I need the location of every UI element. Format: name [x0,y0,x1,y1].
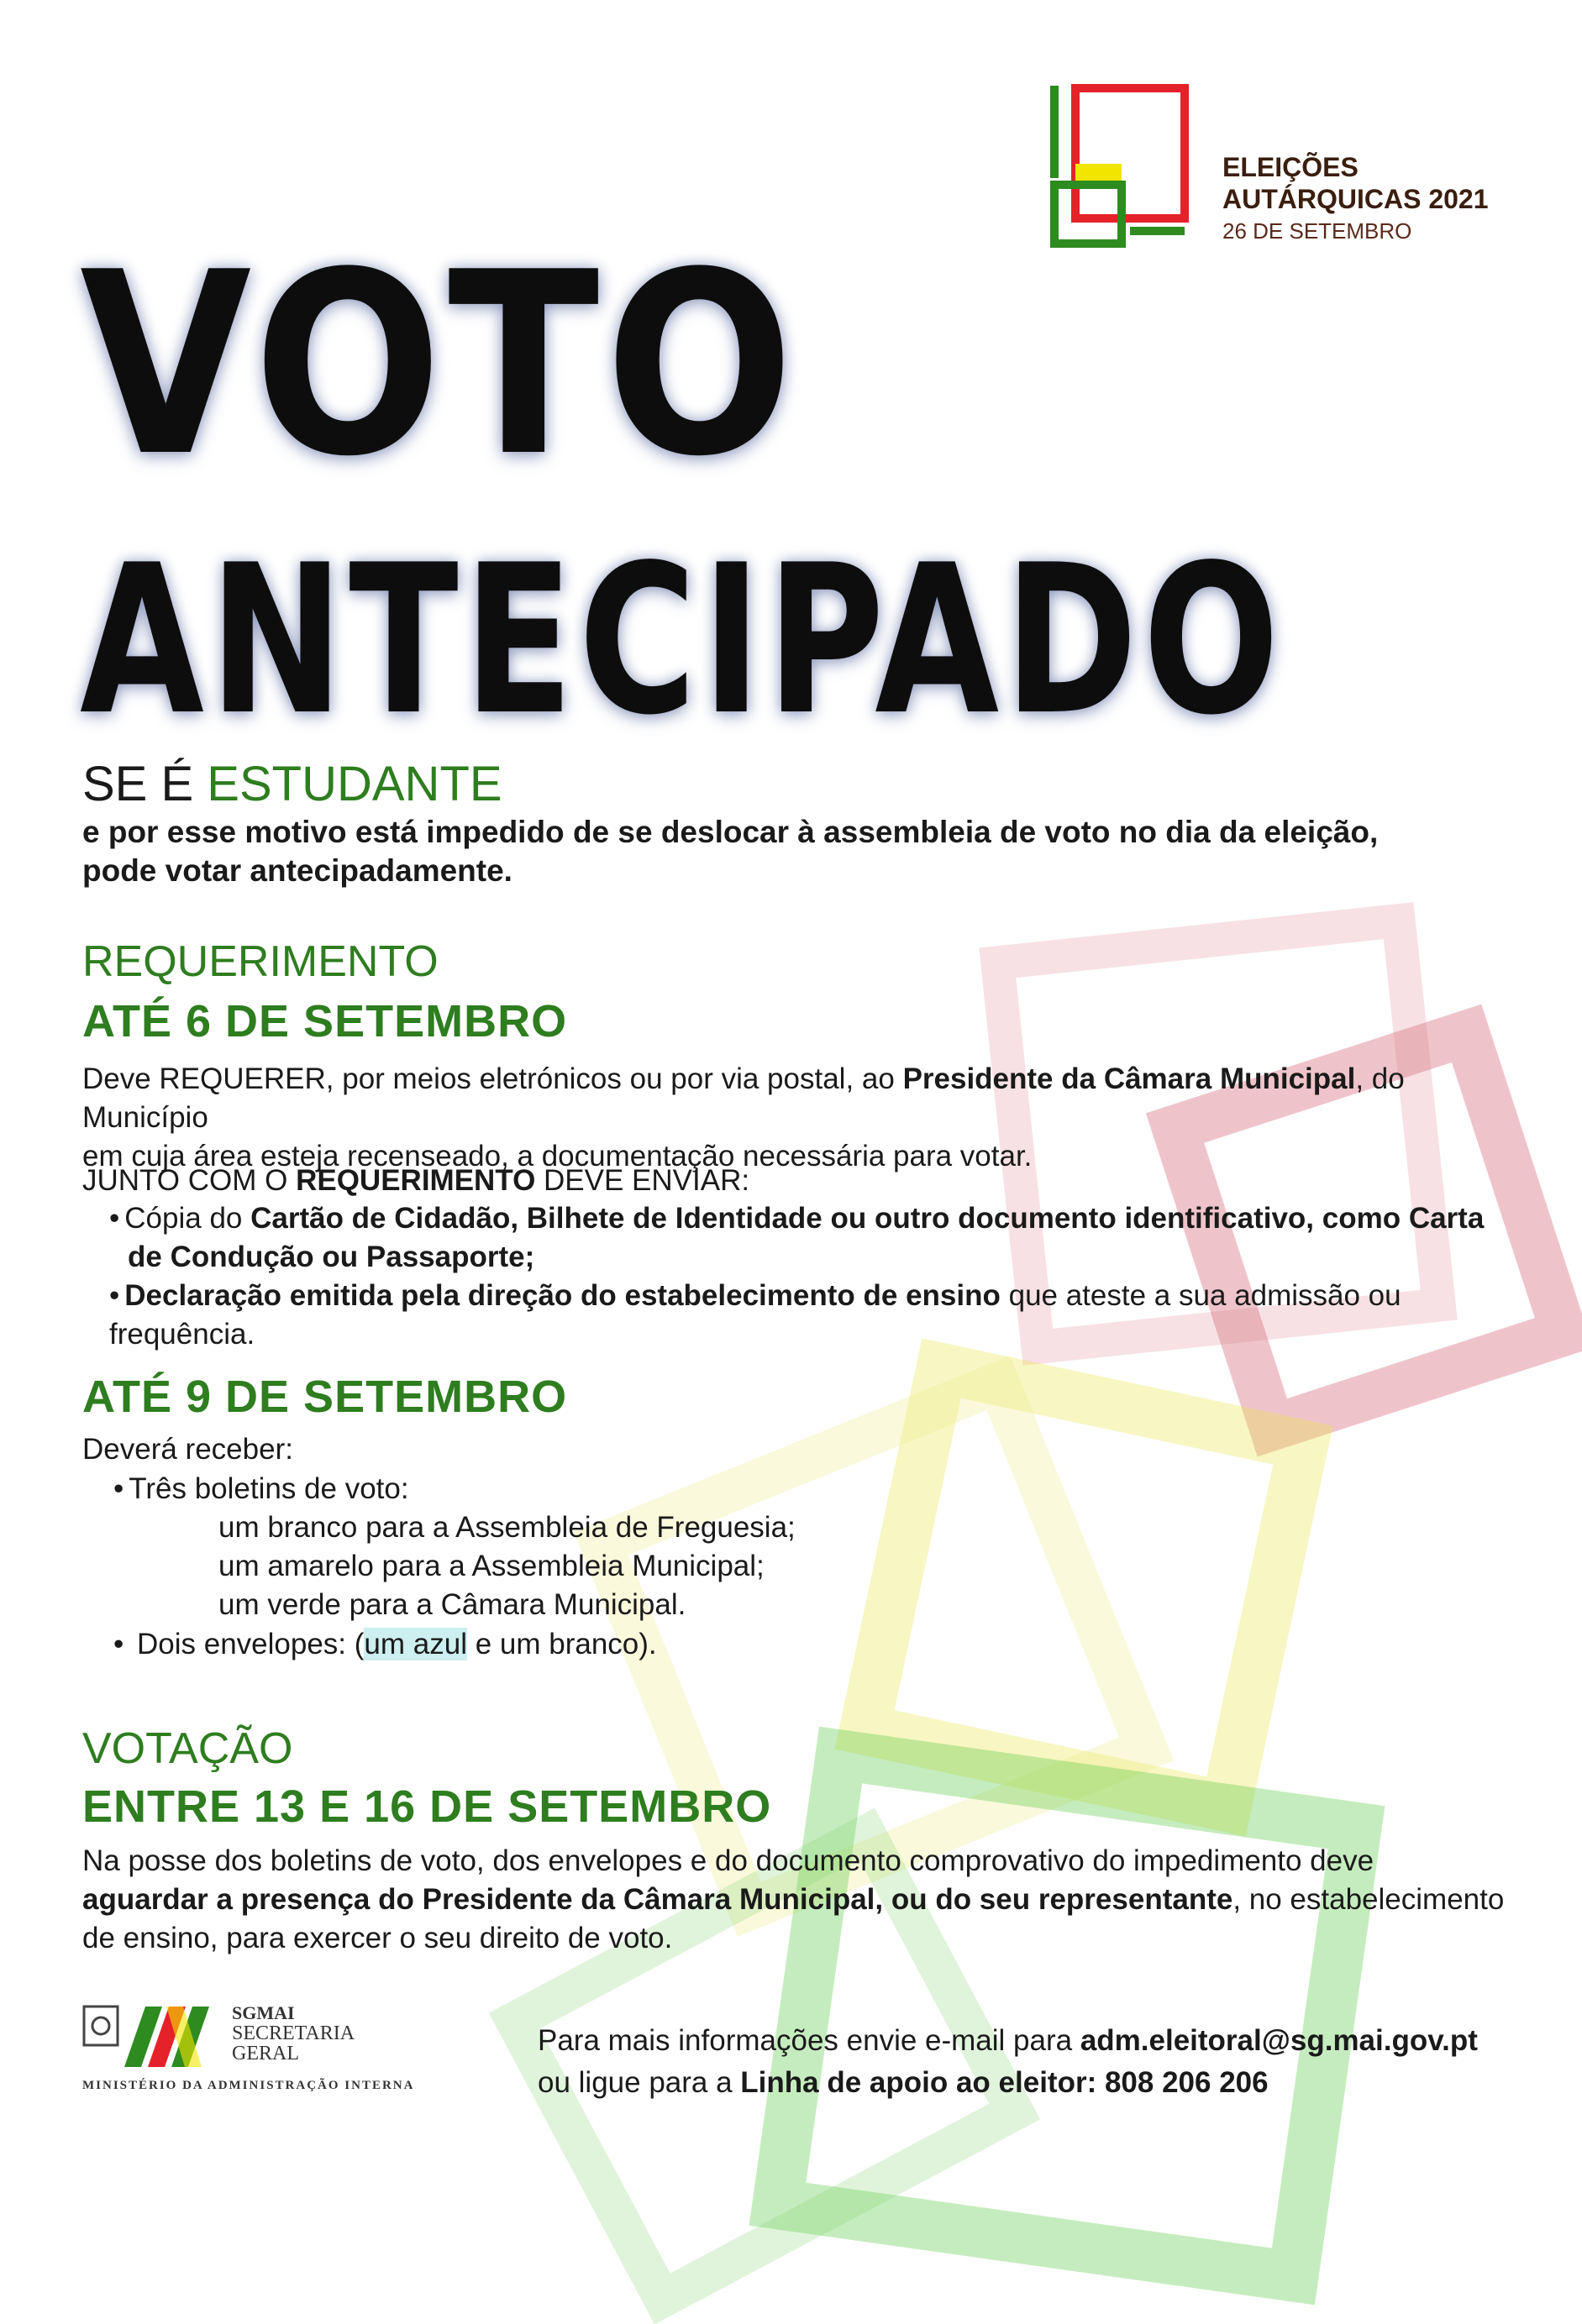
votacao-heading: VOTAÇÃO [82,1724,293,1773]
title-antecipado: ANTECIPADO [80,521,1285,760]
requerimento-heading: REQUERIMENTO [82,937,439,986]
receber-sub-1: um branco para a Assembleia de Freguesia; [218,1511,796,1544]
intro-body-line2: pode votar antecipadamente. [82,853,512,888]
footer-contact: Para mais informações envie e-mail para adm.eleitoral@sg.mai.gov.pt ou ligue para a Linha de apoio ao eleitor: 808 206 206 [538,2024,1478,2099]
logo-line2: AUTÁRQUICAS 2021 [1222,184,1489,214]
intro-highlight: ESTUDANTE [207,757,502,811]
requerimento-paragraph: Deve REQUERER, por meios eletrónicos ou por via postal, ao Presidente da Câmara Municipal, do Município em cuja área esteja recenseado, a documentação necessária para votar. [82,1062,1405,1172]
receber-bullet-2: • Dois envelopes: (um azul e um branco). [113,1625,657,1664]
votacao-period: ENTRE 13 E 16 DE SETEMBRO [82,1781,772,1832]
receber-deadline: ATÉ 9 DE SETEMBRO [82,1372,568,1422]
intro-body-line1: e por esse motivo está impedido de se deslocar à assembleia de voto no dia da eleição, [82,815,1379,849]
junto-bullet-1: • Cópia do Cartão de Cidadão, Bilhete de Identidade ou outro documento identificativo, como Carta de Condução ou Passaporte; [109,1199,1504,1277]
intro-heading [82,756,502,812]
sgmai-logo [82,2002,415,2096]
highlight-um-azul: um azul [364,1628,467,1660]
logo-date: 26 DE SETEMBRO [1222,218,1412,244]
title-voto: VOTO [80,218,800,511]
receber-sub-2: um amarelo para a Assembleia Municipal; [218,1550,765,1582]
requerimento-deadline: ATÉ 6 DE SETEMBRO [82,996,568,1047]
elections-logo [1050,84,1521,252]
sgmai-logo-mark [82,2003,225,2070]
sgmai-logo-text: SGMAI SECRETARIA GERAL [232,2002,355,2064]
logo-line1: ELEIÇÕES [1222,152,1359,182]
votacao-paragraph: Na posse dos boletins de voto, dos envelopes e do documento comprovativo do impedimento deve aguardar a presença do Presidente da Câmara Municipal, ou do seu representante, no estabelecimento de ensino, para exercer o seu direito de voto. [82,1844,1505,1954]
phone-line: Linha de apoio ao eleitor: 808 206 206 [740,2066,1269,2099]
receber-bullet-1: • Três boletins de voto: [113,1470,409,1508]
junto-bullet-2: • Declaração emitida pela direção do estabelecimento de ensino que ateste a sua admissão ou frequência. [109,1277,1521,1354]
ministry-label: MINISTÉRIO DA ADMINISTRAÇÃO INTERNA [82,2079,415,2092]
intro-prefix: SE É [82,757,194,811]
receber-intro: Deverá receber: [82,1433,293,1466]
elections-logo-mark [1050,84,1201,252]
junto-heading: JUNTO COM O REQUERIMENTO DEVE ENVIAR: [82,1164,750,1197]
email-link[interactable]: adm.eleitoral@sg.mai.gov.pt [1080,2024,1478,2057]
intro-body [82,813,1378,890]
elections-logo-title [1222,151,1489,215]
receber-sub-3: um verde para a Câmara Municipal. [218,1588,686,1621]
